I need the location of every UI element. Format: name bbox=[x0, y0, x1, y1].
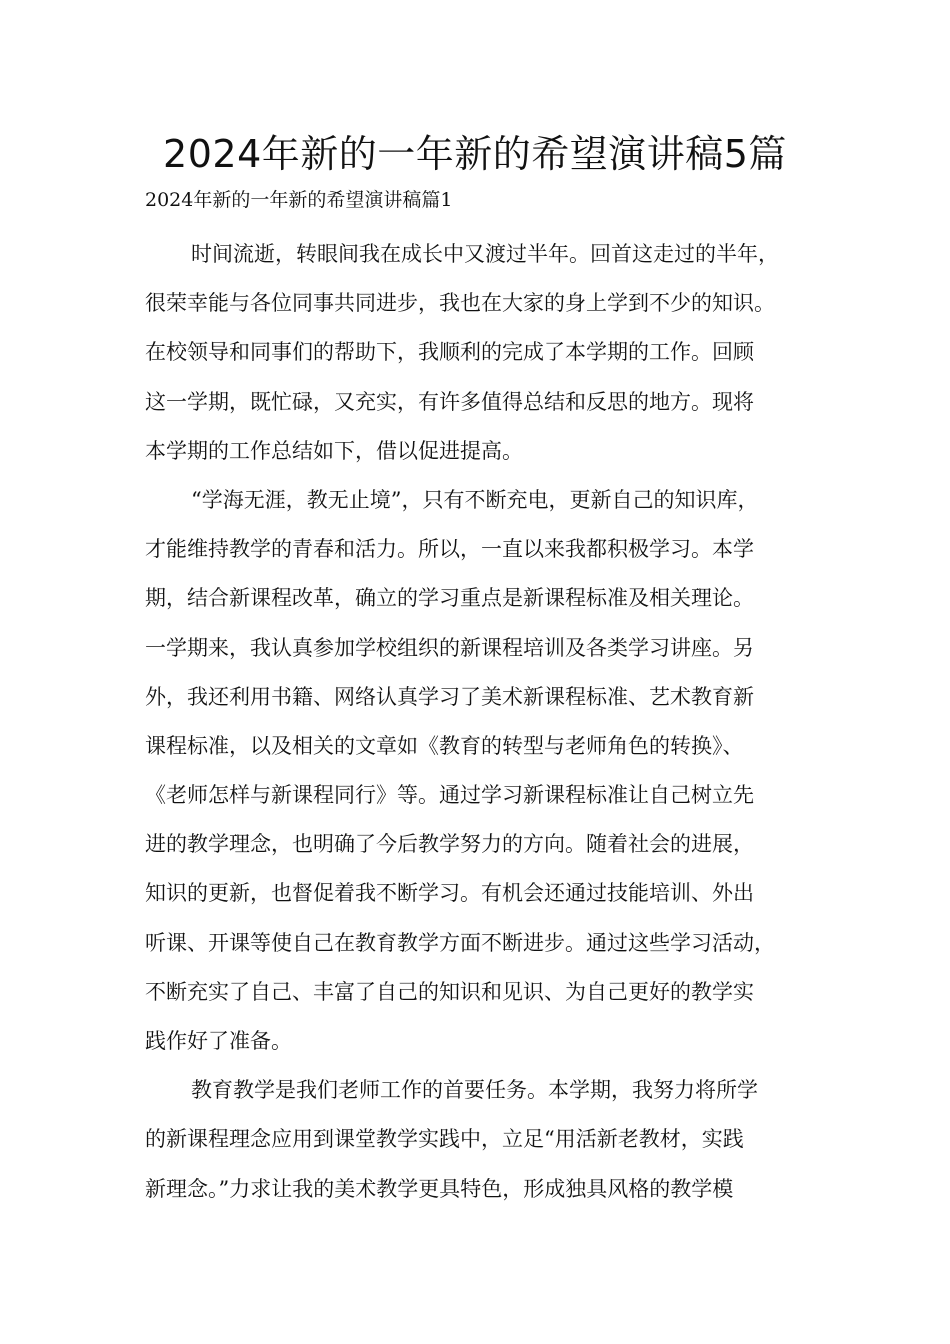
text-line: 本学期的工作总结如下，借以促进提高。 bbox=[145, 438, 523, 463]
text-line: 践作好了准备。 bbox=[145, 1029, 292, 1053]
text-line: 知识的更新，也督促着我不断学习。有机会还通过技能培训、外出 bbox=[145, 881, 754, 906]
text-line: 外，我还利用书籍、网络认真学习了美术新课程标准、艺术教育新 bbox=[145, 684, 754, 709]
text-line: 课程标准，以及相关的文章如《教育的转型与老师角色的转换》、 bbox=[145, 733, 744, 758]
text-line: 《老师怎样与新课程同行》等。通过学习新课程标准让自己树立先 bbox=[145, 783, 754, 808]
document-title: 2024年新的一年新的希望演讲稿5篇 bbox=[163, 132, 787, 176]
text-line: 一学期来，我认真参加学校组织的新课程培训及各类学习讲座。另 bbox=[145, 635, 754, 660]
text-line: 这一学期，既忙碌，又充实，有许多值得总结和反思的地方。现将 bbox=[145, 389, 754, 414]
text-line: 不断充实了自己、丰富了自己的知识和见识、为自己更好的教学实 bbox=[145, 979, 754, 1004]
text-line: 在校领导和同事们的帮助下，我顺利的完成了本学期的工作。回顾 bbox=[145, 340, 754, 365]
text-line: 新理念。”力求让我的美术教学更具特色，形成独具风格的教学模 bbox=[145, 1176, 734, 1201]
text-line: 听课、开课等使自己在教育教学方面不断进步。通过这些学习活动， bbox=[145, 930, 775, 955]
text-line: 的新课程理念应用到课堂教学实践中，立足“用活新老教材，实践 bbox=[145, 1127, 744, 1152]
text-line: 才能维持教学的青春和活力。所以，一直以来我都积极学习。本学 bbox=[145, 537, 754, 562]
text-line: 教育教学是我们老师工作的首要任务。本学期，我努力将所学 bbox=[191, 1078, 758, 1103]
text-line: “学海无涯，教无止境”，只有不断充电，更新自己的知识库， bbox=[191, 487, 759, 512]
document-subtitle: 2024年新的一年新的希望演讲稿篇1 bbox=[145, 189, 453, 211]
text-line: 时间流逝，转眼间我在成长中又渡过半年。回首这走过的半年， bbox=[191, 242, 779, 266]
text-line: 进的教学理念，也明确了今后教学努力的方向。随着社会的进展， bbox=[145, 832, 754, 857]
text-line: 期，结合新课程改革，确立的学习重点是新课程标准及相关理论。 bbox=[145, 586, 754, 611]
document-body bbox=[145, 230, 807, 1214]
text-line: 很荣幸能与各位同事共同进步，我也在大家的身上学到不少的知识。 bbox=[145, 291, 775, 316]
